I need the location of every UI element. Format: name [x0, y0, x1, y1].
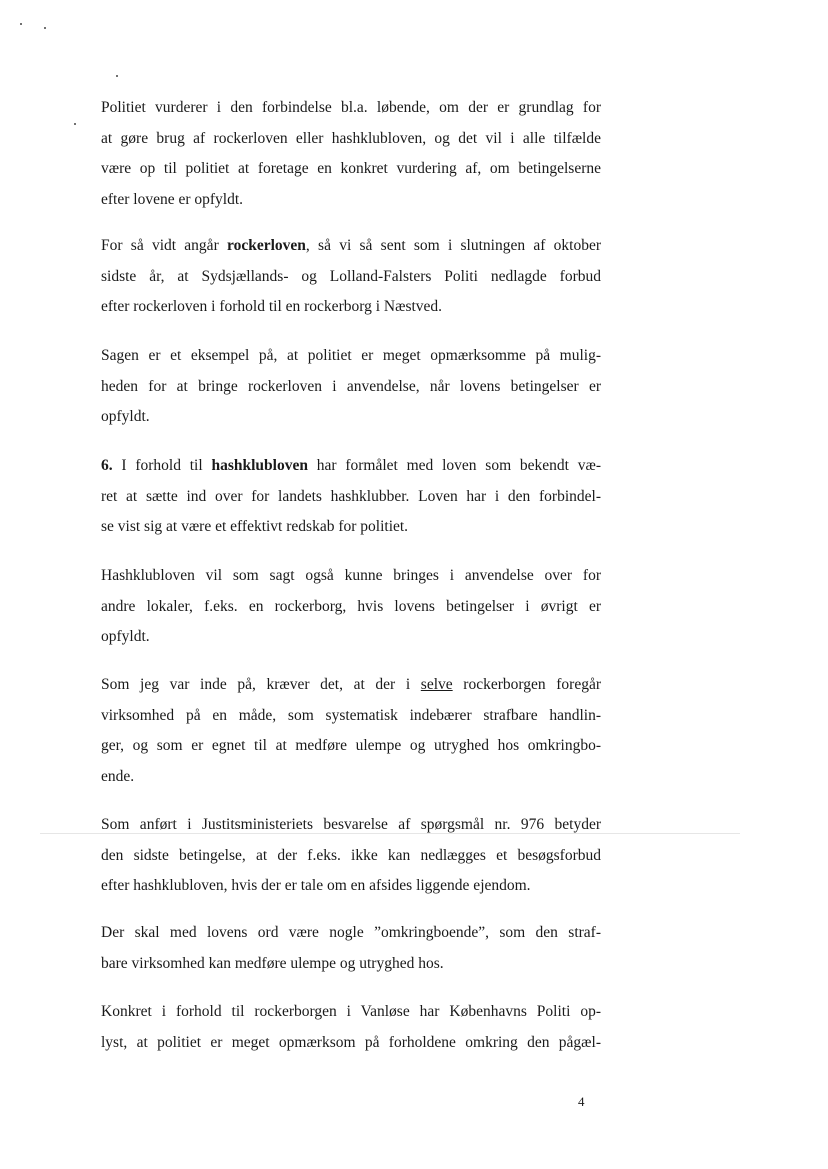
text-line: andre lokaler, f.eks. en rockerborg, hvis lovens betingelser i øvrigt er [101, 597, 601, 615]
text-line: bare virksomhed kan medføre ulempe og utryghed hos. [101, 954, 444, 972]
text-line [101, 231, 601, 262]
text-line: Politiet vurderer i den forbindelse bl.a. løbende, om der er grundlag for [101, 99, 601, 116]
text-line: sidste år, at Sydsjællands- og Lolland-Falsters Politi nedlagde forbud [101, 267, 601, 285]
text-run: har formålet med loven som bekendt væ- [307, 457, 601, 474]
paragraph [101, 918, 601, 979]
scan-speck [44, 27, 46, 29]
bold-term-hashklubloven: hashklubloven [211, 457, 308, 474]
text-run: For så vidt angår [101, 237, 227, 254]
text-line: Der skal med lovens ord være nogle ”omkringboende”, som den straf- [101, 924, 601, 941]
paragraph [101, 561, 601, 653]
paragraph [101, 451, 601, 543]
underlined-word: selve [420, 676, 453, 693]
text-run: , så vi så sent som i slutningen af oktober [305, 237, 601, 254]
text-line: ende. [101, 767, 135, 785]
scan-speck [20, 23, 22, 25]
text-line [101, 670, 601, 701]
text-line: Hashklubloven vil som sagt også kunne bringes i anvendelse over for [101, 567, 601, 584]
text-line: ger, og som er egnet til at medføre ulempe og utryghed hos omkringbo- [101, 737, 601, 754]
paragraph [101, 93, 601, 215]
paragraph [101, 231, 601, 323]
text-run: rockerborgen foregår [452, 676, 602, 693]
text-line: efter hashklubloven, hvis der er tale om en afsides liggende ejendom. [101, 877, 531, 894]
page-number: 4 [578, 1094, 585, 1109]
text-line: lyst, at politiet er meget opmærksom på forholdene omkring den pågæl- [101, 1033, 601, 1051]
text-line: opfyldt. [101, 628, 150, 645]
text-run: I forhold til [112, 457, 212, 474]
paragraph [101, 997, 601, 1058]
text-line: at gøre brug af rockerloven eller hashklubloven, og det vil i alle tilfælde [101, 129, 601, 147]
text-line: se vist sig at være et effektivt redskab for politiet. [101, 518, 409, 535]
text-line: være op til politiet at foretage en konkret vurdering af, om betingelserne [101, 160, 601, 177]
paragraph [101, 810, 601, 902]
text-line: ret at sætte ind over for landets hashklubber. Loven har i den forbindel- [101, 487, 601, 505]
text-line: heden for at bringe rockerloven i anvendelse, når lovens betingelser er [101, 377, 601, 395]
scan-speck [116, 75, 118, 77]
scan-speck [74, 123, 76, 125]
text-line: Som anført i Justitsministeriets besvarelse af spørgsmål nr. 976 betyder [101, 816, 601, 833]
paragraph [101, 670, 601, 792]
text-line: virksomhed på en måde, som systematisk indebærer strafbare handlin- [101, 706, 601, 724]
text-line: opfyldt. [101, 408, 150, 425]
text-line [101, 451, 601, 482]
text-run: Som jeg var inde på, kræver det, at der i [101, 676, 421, 693]
bold-term-rockerloven: rockerloven [226, 237, 306, 254]
text-line: den sidste betingelse, at der f.eks. ikke kan nedlægges et besøgsforbud [101, 846, 601, 864]
text-line: efter lovene er opfyldt. [101, 190, 244, 208]
section-number: 6. [101, 457, 113, 474]
text-line: Sagen er et eksempel på, at politiet er meget opmærksomme på mulig- [101, 347, 601, 364]
text-line: Konkret i forhold til rockerborgen i Vanløse har Københavns Politi op- [101, 1003, 601, 1020]
text-line: efter rockerloven i forhold til en rockerborg i Næstved. [101, 298, 443, 315]
paragraph [101, 341, 601, 433]
